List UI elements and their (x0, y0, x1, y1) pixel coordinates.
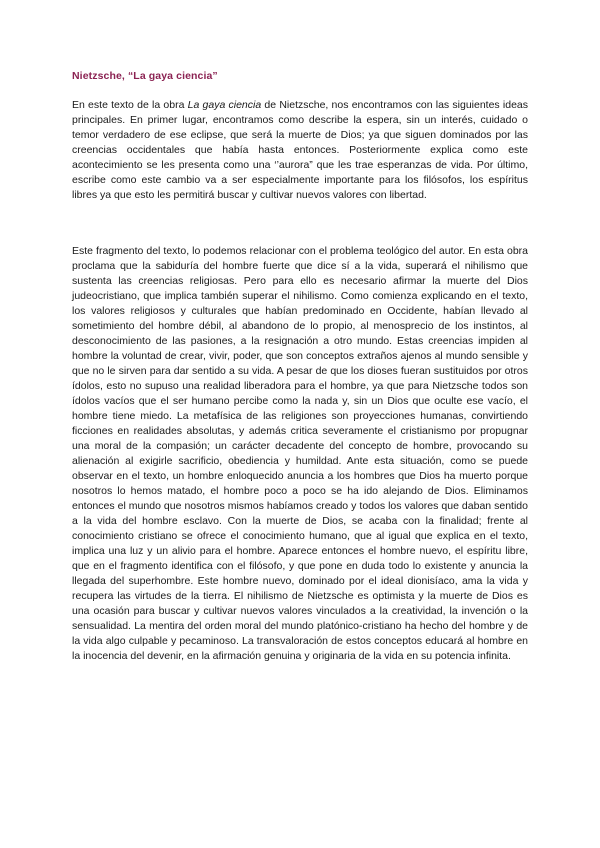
work-title-italic: La gaya ciencia (187, 99, 262, 111)
intro-text-rest: de Nietzsche, nos encontramos con las siguientes ideas principales. En primer lugar, encontramos como describe la espera, sin un interés, cuidado o temor verdadero de ese eclipse, que será la muerte de Dios; ya que siguen dominados por las creencias occidentales que había hasta entonces. Posteriormente explica como este acontecimiento se les presenta como una ‘’aurora” que les trae esperanzas de vida. Por último, escribe como este cambio va a ser especialmente importante para los filósofos, los espíritus libres ya que esto les permitirá buscar y cultivar nuevos valores con libertad. (72, 99, 528, 201)
intro-paragraph (72, 98, 528, 203)
document-title: Nietzsche, “La gaya ciencia” (72, 70, 218, 82)
intro-text-start: En este texto de la obra (72, 99, 188, 111)
body-paragraph: Este fragmento del texto, lo podemos relacionar con el problema teológico del autor. En esta obra proclama que la sabiduría del hombre fuerte que dice sí a la vida, superará el nihilismo que sustenta las creencias religiosas. Pero para ello es necesario afirmar la muerte del Dios judeocristiano, que implica también superar el nihilismo. Como comienza explicando en el texto, los valores religiosos y culturales que habían predominado en Occidente, habían llevado al sometimiento del hombre débil, al abandono de lo propio, al menosprecio de los instintos, al desconocimiento de las pasiones, a la resignación a otro mundo. Estas creencias impiden al hombre la voluntad de crear, vivir, poder, que son conceptos extraños ajenos al mundo sensible y que no le sirven para dar sentido a su vida. A pesar de que los dioses fueran sustituidos por otros ídolos, esto no supuso una realidad liberadora para el hombre, ya que para Nietzsche todos son ídolos vacíos que el ser humano percibe como la nada y, sin un Dios que oculte ese vacío, el hombre tiene miedo. La metafísica de las religiones son proyecciones humanas, convirtiendo ficciones en realidades absolutas, y además critica severamente el cristianismo por propugnar una moral de la compasión; un carácter decadente del concepto de hombre, provocando su alienación al exigirle sacrificio, obediencia y humildad. Ante esta situación, como se puede observar en el texto, un hombre enloquecido anuncia a los hombres que Dios ha muerto porque nosotros lo hemos matado, el hombre poco a poco se ha ido alejando de Dios. Eliminamos entonces el mundo que nosotros mismos habíamos creado y todos los valores que daban sentido a la vida del hombre esclavo. Con la muerte de Dios, se acaba con la finalidad; frente al conocimiento cristiano se ofrece el conocimiento humano, que al igual que explica en el texto, implica una luz y un alivio para el hombre. Aparece entonces el hombre nuevo, el espíritu libre, que en el fragmento identifica con el filósofo, y que pone en duda todo lo existente y anuncia la llegada del superhombre. Este hombre nuevo, dominado por el ideal dionisíaco, ama la vida y recupera las virtudes de la tierra. El nihilismo de Nietzsche es optimista y la muerte de Dios es una ocasión para buscar y cultivar nuevos valores vinculados a la creatividad, la invención o la sensualidad. La mentira del orden moral del mundo platónico-cristiano ha hecho del hombre y de la vida algo culpable y pecaminoso. La transvaloración de estos conceptos educará al hombre en la inocencia del devenir, en la afirmación genuina y originaria de la vida en su potencia infinita. (72, 245, 528, 662)
